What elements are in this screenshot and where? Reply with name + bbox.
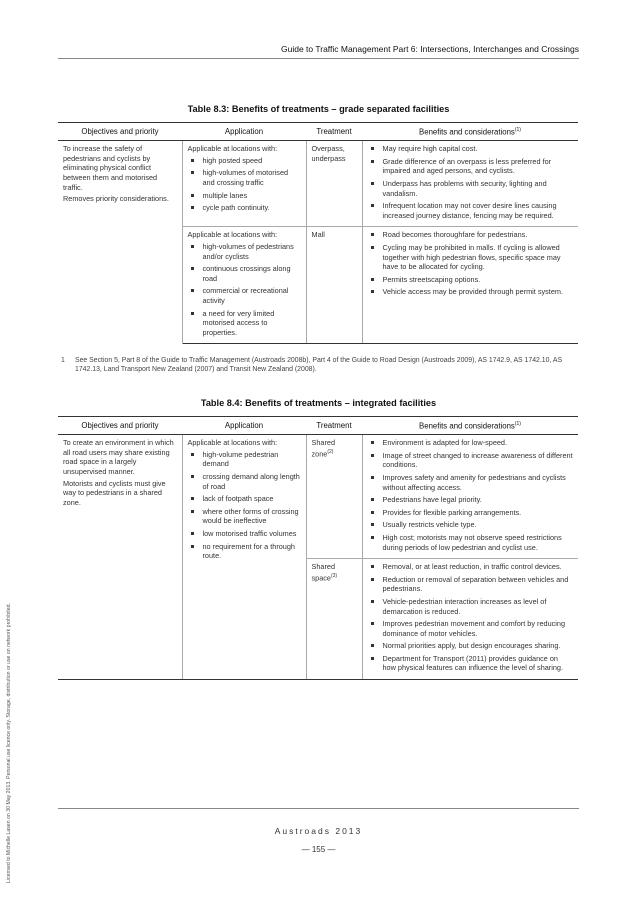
treatment-label: Mall (311, 230, 325, 240)
treatment-cell (306, 435, 362, 559)
table-8-4-title: Table 8.4: Benefits of treatments – integrated facilities (200, 398, 437, 408)
col-header-objectives: Objectives and priority (58, 417, 182, 435)
list-item: continuous crossings along road (188, 264, 301, 283)
footnote (58, 356, 578, 374)
objective-text: Removes priority considerations. (63, 194, 169, 204)
list-item: High cost; motorists may not observe speed restrictions during periods of low pedestrian and cyclist use. (368, 533, 574, 552)
col-header-treatment: Treatment (306, 123, 362, 141)
footer-rule (58, 808, 579, 809)
footnote-ref: (1) (514, 127, 521, 133)
benefits-cell (362, 435, 578, 559)
objective-text: To increase the safety of pedestrians and cyclists by eliminating physical conflict between them and motorised traffic. (63, 144, 158, 192)
treatment-cell (306, 559, 362, 680)
list-item: a need for very limited motorised access to properties. (188, 309, 301, 338)
table-header-row (58, 123, 578, 141)
footnote-text: See Section 5, Part 8 of the Guide to Traffic Management (Austroads 2008b), Part 4 of the Guide to Road Design (Austroads 2009), AS 1742.9, AS 1742.10, AS 1742.13, Land Transport New Zealand (2007) and Transit New Zealand (2008). (75, 357, 563, 373)
list-item: commercial or recreational activity (188, 286, 301, 305)
application-list (188, 450, 301, 561)
list-item: Provides for flexible parking arrangements. (368, 508, 574, 518)
list-item: Pedestrians have legal priority. (368, 495, 574, 505)
table-8-4 (58, 416, 578, 680)
list-item: high-volumes of pedestrians and/or cyclists (188, 242, 301, 261)
list-item: lack of footpath space (188, 494, 301, 504)
table-row (58, 435, 578, 559)
list-item: Underpass has problems with security, lighting and vandalism. (368, 179, 574, 198)
table-8-3 (58, 122, 578, 344)
list-item: Infrequent location may not cover desire lines causing increased journey distance, fencing may be required. (368, 201, 574, 220)
col-header-objectives: Objectives and priority (58, 123, 182, 141)
list-item: Image of street changed to increase awareness of different conditions. (368, 451, 574, 470)
treatment-cell (306, 227, 362, 344)
footer-brand: Austroads 2013 (274, 826, 363, 836)
objectives-cell (58, 435, 182, 680)
treatment-label: Overpass, underpass (311, 144, 346, 163)
table-header-row (58, 417, 578, 435)
list-item: Removal, or at least reduction, in traffic control devices. (368, 562, 574, 572)
list-item: Reduction or removal of separation between vehicles and pedestrians. (368, 575, 574, 594)
application-intro: Applicable at locations with: (187, 144, 278, 154)
footnote-ref: (3) (330, 572, 338, 579)
list-item: Improves safety and amenity for pedestrians and cyclists without affecting access. (368, 473, 574, 492)
list-item: Road becomes thoroughfare for pedestrians. (368, 230, 574, 240)
treatment-label: Shared zone (311, 438, 336, 459)
list-item: Normal priorities apply, but design encourages sharing. (368, 641, 574, 651)
list-item: low motorised traffic volumes (188, 529, 301, 539)
list-item: May require high capital cost. (368, 144, 574, 154)
table-row (58, 141, 578, 227)
benefits-list (368, 562, 574, 673)
application-list (188, 242, 301, 337)
application-list (188, 156, 301, 213)
application-intro: Applicable at locations with: (187, 438, 278, 448)
benefits-cell (362, 227, 578, 344)
running-header: Guide to Traffic Management Part 6: Intersections, Interchanges and Crossings (281, 44, 579, 54)
benefits-cell (362, 559, 578, 680)
application-cell (182, 141, 306, 227)
list-item: Usually restricts vehicle type. (368, 520, 574, 530)
benefits-list (368, 438, 574, 552)
page-number: — 155 — (301, 845, 336, 854)
col-header-benefits (362, 417, 578, 435)
list-item: cycle path continuity. (188, 203, 301, 213)
list-item: high-volume pedestrian demand (188, 450, 301, 469)
list-item: Vehicle access may be provided through permit system. (368, 287, 574, 297)
treatment-cell (306, 141, 362, 227)
col-header-benefits-label: Benefits and considerations (419, 127, 515, 137)
col-header-benefits (362, 123, 578, 141)
benefits-list (368, 230, 574, 297)
licence-watermark: Licensed to Michelle Lasen on 30 May 2013. Personal use licence only. Storage, distribution or use on network prohibited. (6, 603, 12, 883)
list-item: where other forms of crossing would be ineffective (188, 507, 301, 526)
list-item: Environment is adapted for low-speed. (368, 438, 574, 448)
col-header-treatment: Treatment (306, 417, 362, 435)
list-item: multiple lanes (188, 191, 301, 201)
objective-text: To create an environment in which all road users may share existing road space in a largely unsupervised manner. (63, 438, 174, 476)
list-item: crossing demand along length of road (188, 472, 301, 491)
objectives-cell (58, 141, 182, 344)
header-rule (58, 58, 579, 59)
list-item: Grade difference of an overpass is less preferred for impaired and aged persons, and cyclists. (368, 157, 574, 176)
col-header-benefits-label: Benefits and considerations (419, 421, 515, 431)
application-cell (182, 227, 306, 344)
list-item: Vehicle-pedestrian interaction increases as level of demarcation is reduced. (368, 597, 574, 616)
treatment-label: Shared space (311, 562, 336, 583)
list-item: Department for Transport (2011) provides guidance on how physical features can influence the level of sharing. (368, 654, 574, 673)
list-item: Improves pedestrian movement and comfort by reducing dominance of motor vehicles. (368, 619, 574, 638)
list-item: high posted speed (188, 156, 301, 166)
list-item: Permits streetscaping options. (368, 275, 574, 285)
benefits-cell (362, 141, 578, 227)
footnote-ref: (1) (514, 421, 521, 427)
footnote-ref: (2) (327, 448, 334, 455)
list-item: no requirement for a through route. (188, 542, 301, 561)
objective-text: Motorists and cyclists must give way to pedestrians in a shared zone. (63, 478, 166, 507)
col-header-application: Application (182, 123, 306, 141)
col-header-application: Application (182, 417, 306, 435)
table-8-3-title: Table 8.3: Benefits of treatments – grade separated facilities (187, 104, 450, 114)
benefits-list (368, 144, 574, 220)
list-item: high-volumes of motorised and crossing traffic (188, 168, 301, 187)
application-intro: Applicable at locations with: (187, 230, 278, 240)
list-item: Cycling may be prohibited in malls. If cycling is allowed together with high pedestrian flows, specific space may have to be allocated for cycling. (368, 243, 574, 272)
application-cell (182, 435, 306, 680)
footnote-number: 1 (61, 357, 65, 364)
